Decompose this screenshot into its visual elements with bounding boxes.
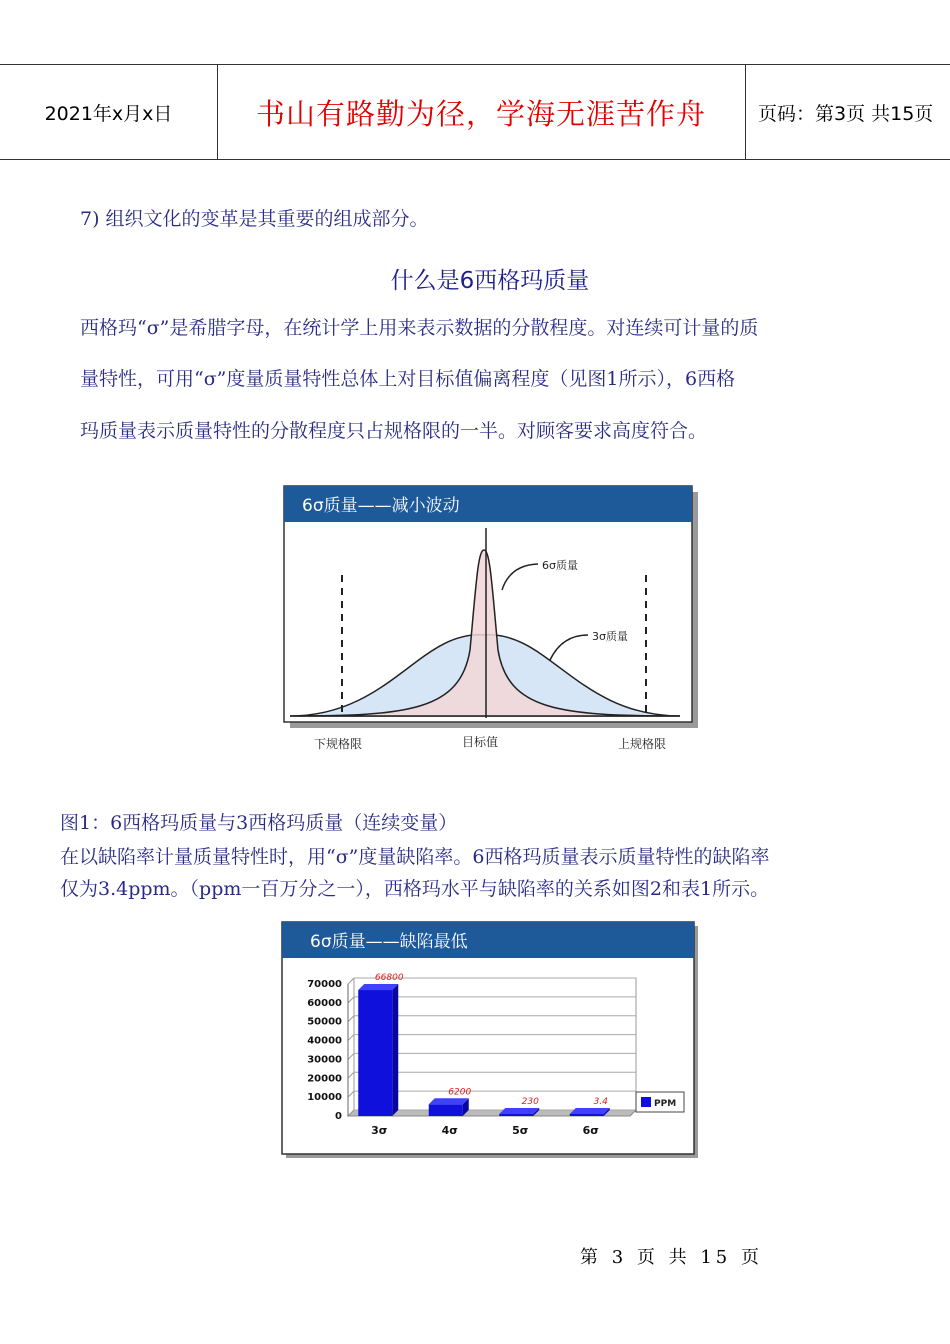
- page-footer: 第 3 页 共 15 页: [580, 1247, 763, 1268]
- y-tick-label: 60000: [307, 997, 342, 1009]
- target-label: 目标值: [462, 735, 499, 749]
- bar: [429, 1104, 463, 1116]
- y-tick-label: 30000: [307, 1054, 342, 1066]
- lower-limit-label: 下规格限: [314, 737, 363, 751]
- chart-title: 6σ质量——缺陷最低: [310, 932, 468, 952]
- legend-swatch: [641, 1097, 651, 1107]
- bar: [570, 1114, 604, 1116]
- y-tick-label: 40000: [307, 1035, 342, 1047]
- data-label: 230: [521, 1097, 539, 1107]
- data-label: 3.4: [593, 1097, 608, 1107]
- bar-side: [392, 984, 398, 1116]
- list-item-7: 7) 组织文化的变革是其重要的组成部分。: [80, 208, 429, 230]
- figure-1-caption: 图1：6西格玛质量与3西格玛质量（连续变量）: [60, 812, 458, 834]
- section-title: 什么是6西格玛质量: [390, 268, 590, 294]
- header-date: 2021年x月x日: [0, 65, 218, 159]
- y-tick-label: 10000: [307, 1092, 342, 1104]
- data-label: 66800: [374, 973, 404, 984]
- paragraph-2-line-1: 在以缺陷率计量质量特性时，用“σ”度量缺陷率。6西格玛质量表示质量特性的缺陷率: [60, 846, 770, 868]
- upper-limit-label: 上规格限: [618, 737, 667, 751]
- paragraph-2-line-2: 仅为3.4ppm。（ppm一百万分之一），西格玛水平与缺陷率的关系如图2和表1所示。: [60, 878, 770, 900]
- figure-2-bar-chart: [278, 918, 704, 1164]
- page-header: [0, 64, 950, 160]
- legend-label: PPM: [654, 1099, 677, 1109]
- bar: [499, 1114, 533, 1116]
- data-label: 6200: [448, 1087, 472, 1098]
- paragraph-1-line-3: 玛质量表示质量特性的分散程度只占规格限的一半。对顾客要求高度符合。: [80, 420, 708, 442]
- x-tick-label: 3σ: [371, 1124, 388, 1137]
- y-tick-label: 50000: [307, 1016, 342, 1028]
- bar-top: [570, 1108, 610, 1114]
- paragraph-1-line-2: 量特性，可用“σ”度量质量特性总体上对目标值偏离程度（见图1所示），6西格: [80, 368, 736, 390]
- header-motto: 书山有路勤为径，学海无涯苦作舟: [217, 65, 746, 159]
- bar-top: [499, 1108, 539, 1114]
- header-page-info: 页码：第3页 共15页: [758, 102, 934, 125]
- figure-1-title: 6σ质量——减小波动: [302, 496, 460, 516]
- y-tick-label: 70000: [307, 979, 342, 990]
- paragraph-1-line-1: 西格玛“σ”是希腊字母，在统计学上用来表示数据的分散程度。对连续可计量的质: [80, 317, 759, 339]
- y-tick-label: 0: [335, 1111, 342, 1122]
- bar-top: [358, 984, 398, 990]
- bar: [358, 990, 392, 1116]
- figure-1-distribution: [270, 480, 710, 760]
- x-tick-label: 5σ: [512, 1124, 529, 1137]
- three-sigma-label: 3σ质量: [592, 630, 628, 643]
- bar-top: [429, 1098, 469, 1104]
- x-tick-label: 4σ: [441, 1124, 458, 1137]
- y-tick-label: 20000: [307, 1073, 342, 1085]
- six-sigma-label: 6σ质量: [542, 559, 578, 572]
- x-tick-label: 6σ: [582, 1124, 599, 1137]
